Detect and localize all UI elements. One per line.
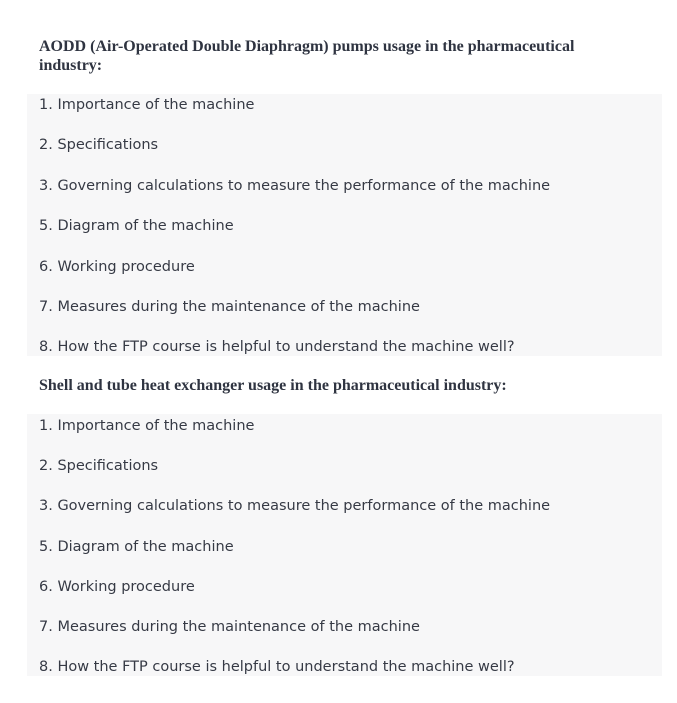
- section-heading-aodd-pumps: AODD (Air-Operated Double Diaphragm) pumps usage in the pharmaceutical industry:: [39, 38, 575, 74]
- list-item: 8. How the FTP course is helpful to understand the machine well?: [39, 659, 515, 675]
- list-item: 7. Measures during the maintenance of the machine: [39, 299, 420, 315]
- heat-exchanger-topic-list: [27, 414, 662, 676]
- section-heading-heat-exchanger: Shell and tube heat exchanger usage in the pharmaceutical industry:: [39, 377, 507, 394]
- list-item: 5. Diagram of the machine: [39, 218, 234, 234]
- list-item: 3. Governing calculations to measure the performance of the machine: [39, 498, 551, 514]
- list-item: 6. Working procedure: [39, 579, 195, 595]
- list-item: 6. Working procedure: [39, 259, 195, 275]
- list-item: 2. Specifications: [39, 137, 159, 153]
- list-item: 2. Specifications: [39, 458, 159, 474]
- list-item: 3. Governing calculations to measure the performance of the machine: [39, 178, 551, 194]
- list-item: 8. How the FTP course is helpful to understand the machine well?: [39, 339, 515, 355]
- aodd-pumps-topic-list: [27, 94, 662, 356]
- list-item: 1. Importance of the machine: [39, 97, 255, 113]
- list-item: 1. Importance of the machine: [39, 418, 255, 434]
- list-item: 5. Diagram of the machine: [39, 539, 234, 555]
- list-item: 7. Measures during the maintenance of the machine: [39, 619, 420, 635]
